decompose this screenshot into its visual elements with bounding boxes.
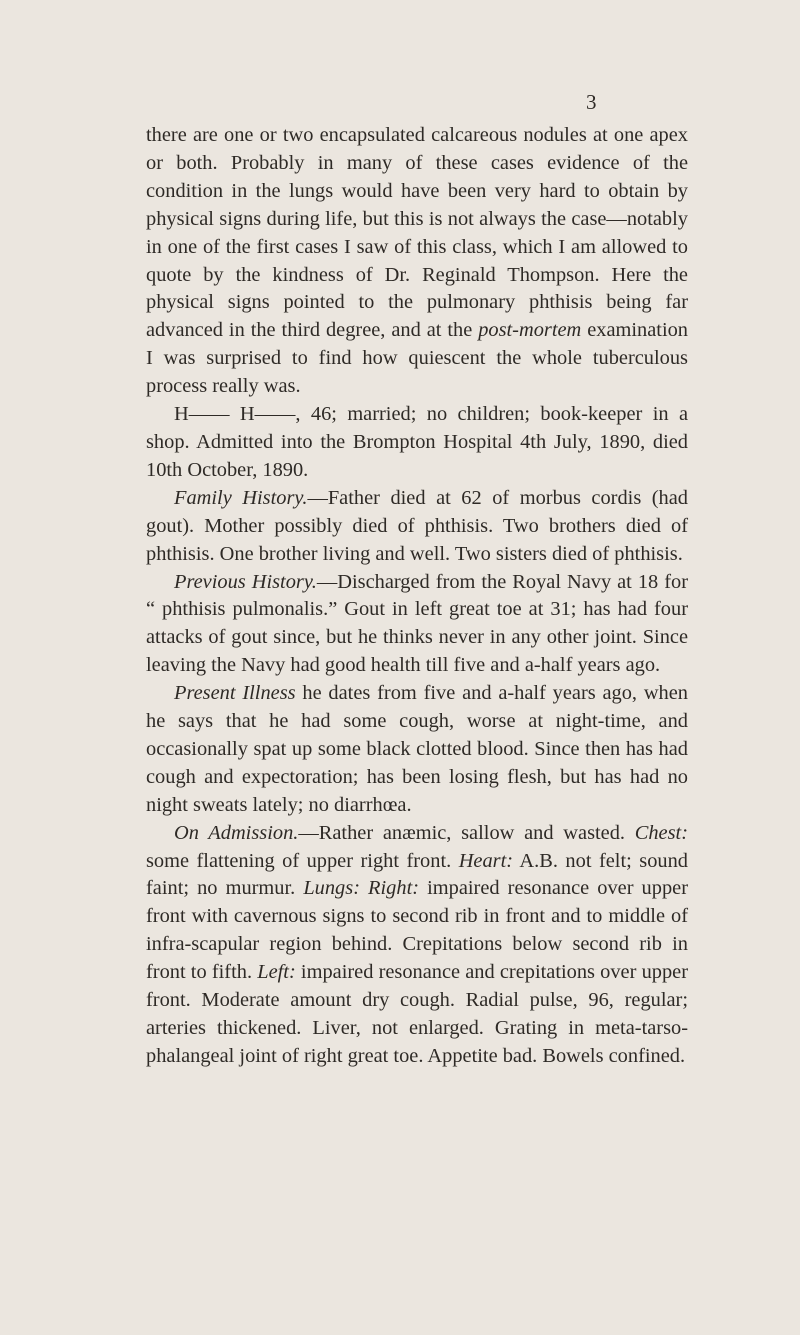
italic-heading: Heart: xyxy=(458,849,514,872)
paragraph xyxy=(146,680,688,820)
italic-heading: Family History. xyxy=(174,486,308,509)
italic-heading: Chest: xyxy=(634,821,689,844)
paragraph xyxy=(146,122,688,401)
paragraph xyxy=(146,569,688,681)
italic-heading: post-mortem xyxy=(478,319,582,342)
paragraph-text: some flattening of upper right front. xyxy=(146,849,459,872)
paragraph-text: A.B. not felt; sound faint; no murmur. xyxy=(146,849,688,900)
page-number: 3 xyxy=(586,90,597,114)
paragraph-text: examination I was surprised to find how quiescent the whole tuberculous process really was. xyxy=(146,319,688,398)
paragraph-text: he dates from five and a-half years ago, when he says that he had some cough, worse at night-time, and occasionally spat up some black clotted blood. Since then has had cough and expectoration; has been losing flesh, but has had no night sweats lately; no diarrhœa. xyxy=(146,682,688,816)
paragraph-text: —Discharged from the Royal Navy at 18 for “ phthisis pulmonalis.” Gout in left great toe at 31; has had four attacks of gout since, but he thinks never in any other joint. Since leaving the Navy had good health till five and a-half years ago. xyxy=(146,570,688,677)
italic-heading: Lungs: Right: xyxy=(303,877,420,900)
paragraph xyxy=(146,820,688,1071)
paragraph xyxy=(146,485,688,569)
italic-heading: Left: xyxy=(257,961,296,984)
italic-heading: On Admission. xyxy=(174,821,299,844)
paragraph-text: —Rather anæmic, sallow and wasted. xyxy=(298,821,635,844)
italic-heading: Present Illness xyxy=(174,682,296,705)
paragraph-text: —Father died at 62 of morbus cordis (had gout). Mother possibly died of phthisis. Two brothers died of phthisis. One brother living and well. Two sisters died of phthisis. xyxy=(146,486,689,565)
paragraph-text: H—— H——, 46; married; no children; book-keeper in a shop. Admitted into the Brompton Hospital 4th July, 1890, died 10th October, 1890. xyxy=(146,403,688,481)
italic-heading: Previous History. xyxy=(174,570,317,593)
paragraph-text: there are one or two encapsulated calcareous nodules at one apex or both. Probably in many of these cases evidence of the condition in the lungs would have been very hard to obtain by physical signs during life, but this is not always the case—notably in one of the first cases I saw of this class, which I am allowed to quote by the kindness of Dr. Reginald Thompson. Here the physical signs pointed to the pulmonary phthisis being far advanced in the third degree, and at the xyxy=(146,124,688,342)
paragraph-text: impaired resonance and crepitations over upper front. Moderate amount dry cough. Radial pulse, 96, regular; arteries thickened. Liver, not enlarged. Grating in meta-tarso-phalangeal joint of right great toe. Appetite bad. Bowels confined. xyxy=(146,961,689,1067)
paragraph-text: impaired resonance over upper front with cavernous signs to second rib in front and to middle of infra-scapular region behind. Crepitations below second rib in front to fifth. xyxy=(146,877,688,984)
body-text xyxy=(146,122,688,1071)
paragraph xyxy=(146,401,688,485)
